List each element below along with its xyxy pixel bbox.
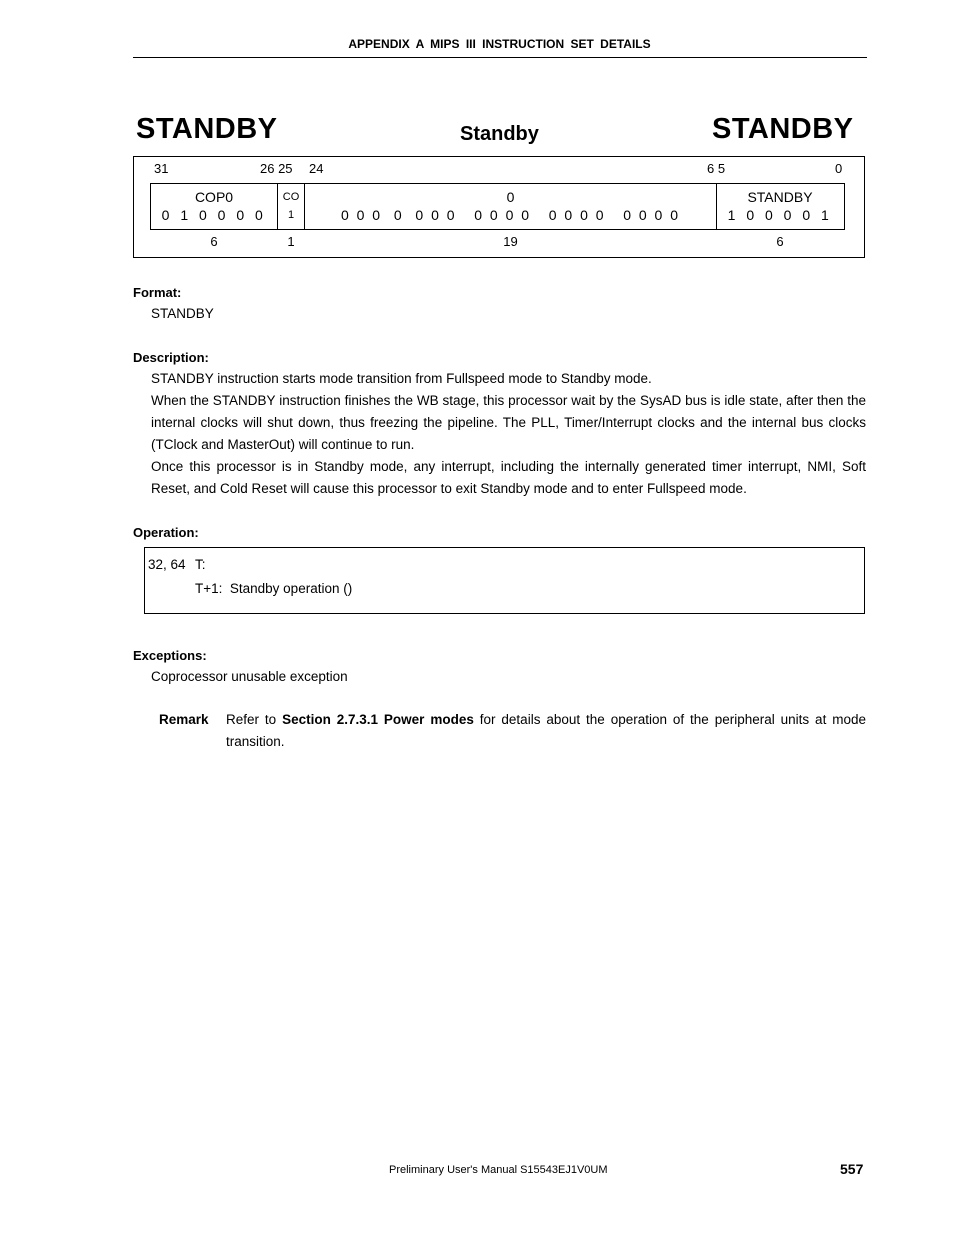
field-width: 1 <box>287 234 295 249</box>
header-rule <box>133 57 867 58</box>
title-left: STANDBY <box>136 113 278 145</box>
description-paragraph-1: STANDBY instruction starts mode transition from Fullspeed mode to Standby mode. <box>151 371 652 386</box>
bit-number: 24 <box>309 161 324 176</box>
field-width: 19 <box>503 234 518 249</box>
bit-number: 0 <box>835 161 843 176</box>
field-standby-bits: 1 0 0 0 0 1 <box>727 207 833 223</box>
running-header: APPENDIX A MIPS III INSTRUCTION SET DETAILS <box>348 37 651 51</box>
bit-number: 31 <box>154 161 169 176</box>
remark-text-before: Refer to <box>226 712 283 727</box>
format-text: STANDBY <box>151 306 214 321</box>
field-zero-name: 0 <box>506 189 515 205</box>
page-number: 557 <box>840 1161 864 1177</box>
field-cop0-name: COP0 <box>194 189 234 205</box>
exceptions-heading: Exceptions: <box>133 648 207 663</box>
description-heading: Description: <box>133 350 209 365</box>
operation-stage-t1: T+1: Standby operation () <box>195 581 353 596</box>
operation-heading: Operation: <box>133 525 199 540</box>
bit-number: 6 5 <box>707 161 726 176</box>
field-standby-name: STANDBY <box>747 189 813 205</box>
field-co-bits: 1 <box>287 209 295 221</box>
field-width: 6 <box>210 234 218 249</box>
field-zero-bits: 0 0 0 0 0 0 0 0 0 0 0 0 0 0 0 0 0 0 0 <box>340 207 681 223</box>
operation-stage-t: T: <box>195 557 206 572</box>
remark-text-after: for details about the operation of the peripheral units at mode transition. <box>226 712 866 749</box>
field-co-name: CO <box>282 191 300 203</box>
title-center: Standby <box>460 123 539 145</box>
footer-manual: Preliminary User's Manual S15543EJ1V0UM <box>389 1164 608 1176</box>
title-right: STANDBY <box>712 113 854 145</box>
remark-text <box>226 709 866 753</box>
description-paragraph-3: Once this processor is in Standby mode, any interrupt, including the internally generated timer interrupt, NMI, Soft Reset, and Cold Reset will cause this processor to exit Standby mode and to enter Fullspeed mode. <box>151 459 866 496</box>
format-heading: Format: <box>133 285 182 300</box>
remark-section-ref: Section 2.7.3.1 Power modes <box>282 712 474 727</box>
description-paragraph-2: When the STANDBY instruction finishes the WB stage, this processor wait by the SysAD bus is idle state, after then the internal clocks will shut down, thus freezing the pipeline. The PLL, Timer/Interrupt clocks and the internal bus clocks (TClock and MasterOut) will continue to run. <box>151 393 866 452</box>
remark-label: Remark <box>159 712 209 727</box>
exceptions-text: Coprocessor unusable exception <box>151 669 348 684</box>
field-width: 6 <box>776 234 784 249</box>
operation-mode: 32, 64 <box>148 557 186 572</box>
bit-number: 26 25 <box>260 161 293 176</box>
field-cop0-bits: 0 1 0 0 0 0 <box>161 207 267 223</box>
